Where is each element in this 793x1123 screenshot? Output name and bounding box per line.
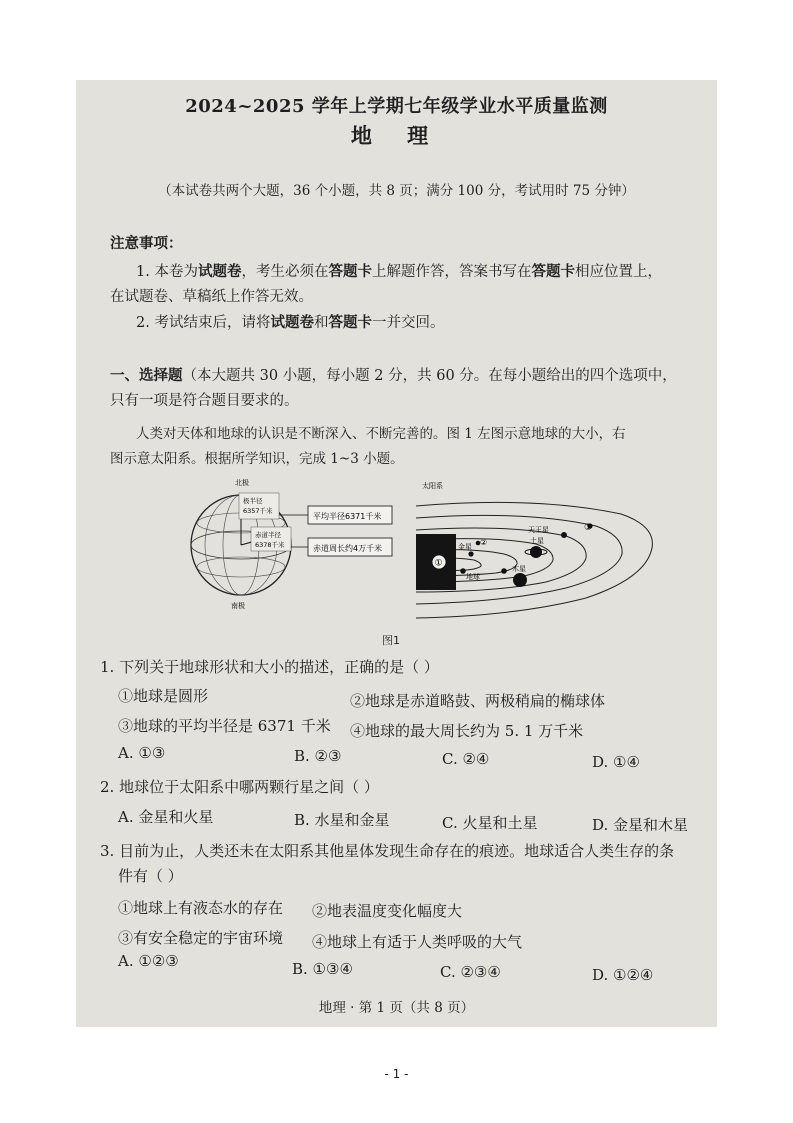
polar-radius-value: 6357千米: [243, 507, 273, 515]
notice-item-1: 1. 本卷为试题卷，考生必须在答题卡上解题作答，答案书写在答题卡相应位置上，: [136, 263, 662, 280]
page-number: - 1 -: [384, 1067, 409, 1081]
q2-option-d: D. 金星和木星: [592, 816, 689, 834]
q1-item-4: ④地球的最大周长约为 5. 1 万千米: [350, 722, 584, 740]
polar-radius-label: 极半径: [243, 497, 263, 505]
venus-dot: [468, 551, 473, 556]
intro-line1: 人类对天体和地球的认识是不断深入、不断完善的。图 1 左图示意地球的大小，右: [136, 426, 626, 442]
intro-line2: 图示意太阳系。根据所学知识，完成 1~3 小题。: [110, 451, 404, 467]
page-info: 地理 · 第 1 页（共 8 页）: [318, 1000, 475, 1016]
jupiter-shape: [513, 573, 527, 587]
q3-item-2: ②地表温度变化幅度大: [312, 902, 463, 920]
equator-radius-value: 6378千米: [255, 541, 285, 549]
q3-option-c: C. ②③④: [440, 963, 501, 981]
q3-option-a: A. ①②③: [118, 952, 179, 970]
mars-dot: [501, 568, 507, 574]
earth-size-diagram: [181, 475, 396, 615]
notice-heading: 注意事项：: [110, 235, 183, 252]
marker-3: ③: [584, 523, 593, 533]
q3-item-4: ④地球上有适于人类呼吸的大气: [312, 933, 523, 951]
q1-option-c: C. ②④: [442, 750, 490, 768]
jupiter-label: 木星: [512, 565, 526, 573]
q3-stem-line2: 件有（ ）: [118, 867, 183, 885]
section1-header: 一、选择题（本大题共 30 小题，每小题 2 分，共 60 分。在每小题给出的四个选项中，: [110, 367, 677, 384]
figure-caption: 图1: [382, 634, 400, 647]
circumference-box: 赤道周长约4万千米: [313, 544, 383, 553]
notice-item-2: 2. 考试结束后，请将试题卷和答题卡一并交回。: [136, 314, 445, 331]
equator-radius-label: 赤道半径: [255, 531, 281, 539]
exam-paper-photo: [76, 80, 717, 1027]
q1-item-2: ②地球是赤道略鼓、两极稍扁的椭球体: [350, 692, 606, 710]
q3-option-b: B. ①③④: [292, 960, 353, 978]
solar-system-diagram: [416, 478, 661, 623]
south-pole-label: 南极: [231, 602, 245, 610]
venus-label: 金星: [458, 543, 472, 551]
marker-2: ②: [480, 538, 488, 547]
exam-info: （本试卷共两个大题，36 个小题，共 8 页；满分 100 分，考试用时 75 分钟）: [158, 183, 635, 199]
saturn-shape: [530, 546, 542, 558]
q1-item-1: ①地球是圆形: [118, 687, 209, 705]
section1-desc-line2: 只有一项是符合题目要求的。: [110, 393, 299, 409]
q3-stem-line1: 3. 目前为止，人类还未在太阳系其他星体发现生命存在的痕迹。地球适合人类生存的条: [100, 842, 675, 860]
q2-option-c: C. 火星和土星: [442, 814, 538, 832]
saturn-label: 土星: [530, 537, 544, 545]
q2-option-a: A. 金星和火星: [118, 808, 214, 826]
q3-option-d: D. ①②④: [592, 966, 654, 984]
q1-option-b: B. ②③: [294, 747, 342, 765]
q2-stem: 2. 地球位于太阳系中哪两颗行星之间（ ）: [100, 778, 379, 796]
q3-item-1: ①地球上有液态水的存在: [118, 899, 284, 917]
earth-label: 地球: [466, 573, 480, 581]
north-pole-label: 北极: [235, 479, 249, 487]
q1-item-3: ③地球的平均半径是 6371 千米: [118, 717, 331, 735]
uranus-dot: [561, 532, 567, 538]
subject-title: 地 理: [350, 123, 443, 148]
uranus-label: 天王星: [528, 526, 549, 534]
earth-dot: [460, 568, 466, 574]
q2-option-b: B. 水星和金星: [294, 811, 390, 829]
notice-item-1-line2: 在试题卷、草稿纸上作答无效。: [110, 289, 313, 305]
solar-system-title: 太阳系: [422, 482, 443, 490]
q1-stem: 1. 下列关于地球形状和大小的描述，正确的是（ ）: [100, 658, 439, 676]
q3-item-3: ③有安全稳定的宇宙环境: [118, 929, 284, 947]
exam-title: 2024~2025 学年上学期七年级学业水平质量监测: [185, 96, 608, 117]
mean-radius-box: 平均半径6371千米: [313, 512, 382, 521]
q1-option-d: D. ①④: [592, 753, 640, 771]
q1-option-a: A. ①③: [118, 744, 166, 762]
marker-1: ①: [434, 558, 443, 569]
